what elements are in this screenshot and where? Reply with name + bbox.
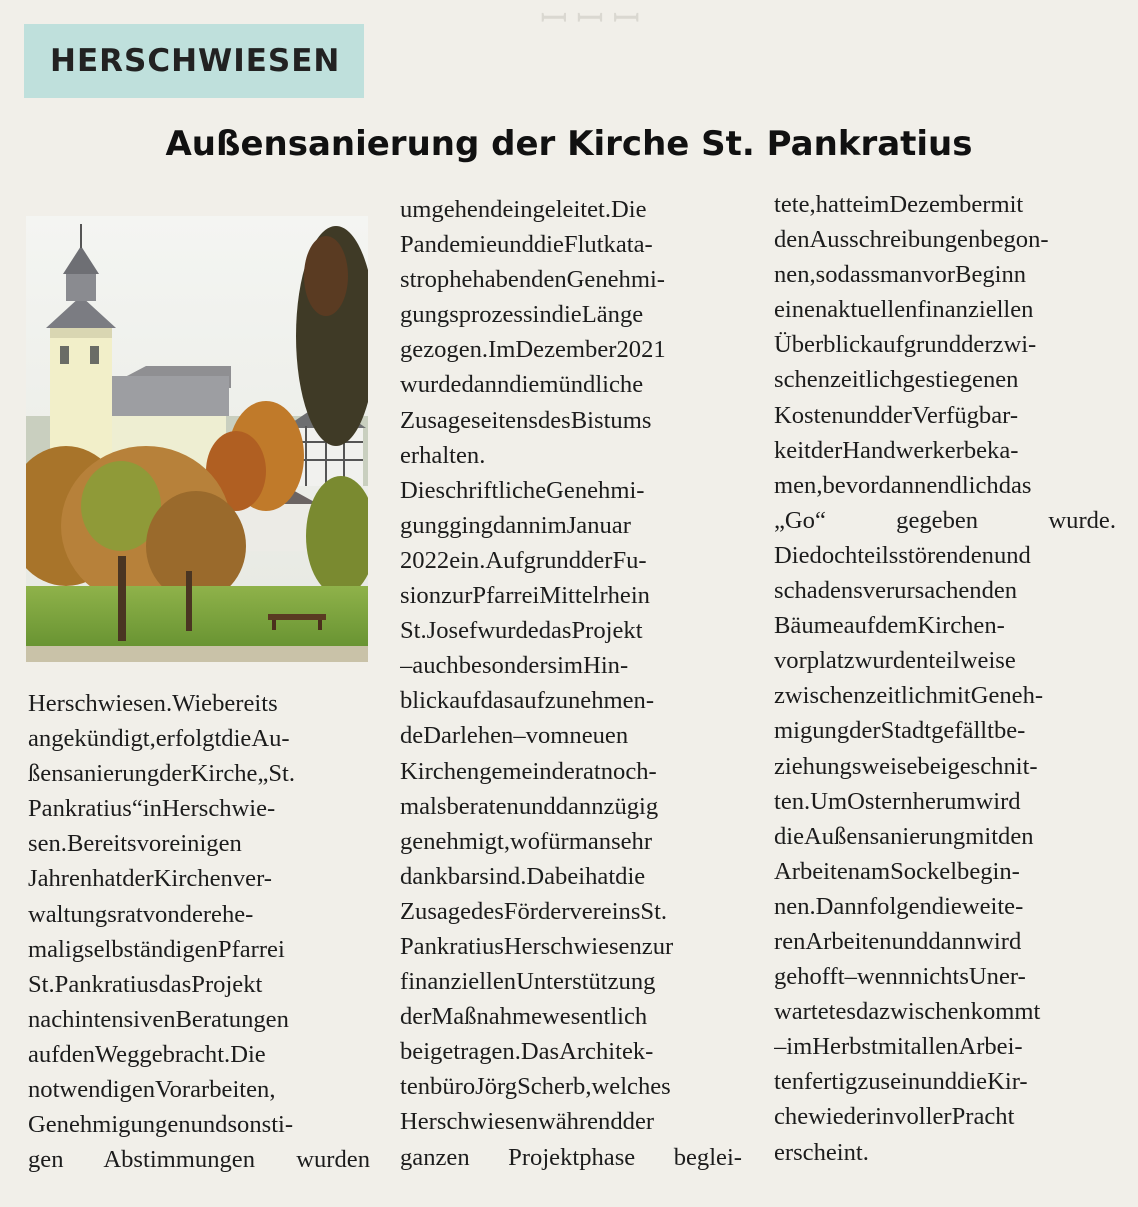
text-line: malsberatenunddannzügig [400, 792, 659, 820]
text-line: gehofft–wennnichtsUner- [774, 963, 1026, 991]
text-line: beigetragen.DasArchitek- [400, 1038, 654, 1066]
text-line: sen.Bereitsvoreinigen [28, 830, 242, 858]
text-line: erscheint. [774, 1138, 869, 1166]
text-line: wartetesdazwischenkommt [774, 998, 1041, 1026]
text-line: derMaßnahmewesentlich [400, 1003, 648, 1031]
text-line: Überblickaufgrundderzwi- [774, 331, 1037, 359]
text-line: maligselbständigenPfarrei [28, 935, 285, 963]
text-line: notwendigenVorarbeiten, [28, 1076, 276, 1104]
text-line: blickaufdasaufzunehmen- [400, 687, 655, 715]
text-line: KostenundderVerfügbar- [774, 401, 1019, 429]
text-line: aufdenWeggebracht.Die [28, 1040, 266, 1068]
text-line: PandemieunddieFlutkata- [400, 231, 653, 259]
text-line: nen.Dannfolgendieweite- [774, 892, 1024, 920]
text-line: vorplatzwurdenteilweise [774, 647, 1016, 675]
text-line: strophehabendenGenehmi- [400, 266, 665, 294]
text-line: PankratiusHerschwiesenzur [400, 932, 674, 960]
text-line: dankbarsind.Dabeihatdie [400, 862, 646, 890]
text-line: ganzen Projektphase beglei- [400, 1143, 742, 1171]
text-line: zwischenzeitlichmitGeneh- [774, 682, 1044, 710]
text-line: nachintensivenBeratungen [28, 1005, 289, 1033]
text-line: gezogen.ImDezember2021 [400, 336, 666, 364]
text-line: schadensverursachenden [774, 577, 1018, 605]
text-line: chewiederinvollerPracht [774, 1103, 1015, 1131]
text-line: genehmigt,wofürmansehr [400, 827, 653, 855]
text-line: angekündigt,erfolgtdieAu- [28, 725, 290, 753]
text-line: deDarlehen–vomneuen [400, 722, 629, 750]
text-line: tenfertigzuseinunddieKir- [774, 1068, 1028, 1096]
section-tag-label: HERSCHWIESEN [50, 43, 341, 79]
text-line: „Go“ gegeben wurde. [774, 506, 1116, 534]
article-column-3 [774, 187, 1116, 1170]
text-line: ZusageseitensdesBistums [400, 406, 652, 434]
text-line: einenaktuellenfinanziellen [774, 296, 1034, 324]
text-line: keitderHandwerkerbeka- [774, 436, 1019, 464]
text-line: Kirchengemeinderatnoch- [400, 757, 657, 785]
text-line: tenbüroJörgScherb,welches [400, 1073, 671, 1101]
text-line: waltungsratvonderehe- [28, 900, 254, 928]
text-line: 2022ein.AufgrundderFu- [400, 546, 647, 574]
text-line: gungsprozessindieLänge [400, 301, 644, 329]
text-line: Diedochteilsstörendenund [774, 541, 1031, 569]
text-line: Genehmigungenundsonsti- [28, 1111, 294, 1139]
text-line: –auchbesondersimHin- [400, 652, 629, 680]
headline: Außensanierung der Kirche St. Pankratius [165, 124, 973, 164]
text-line: BäumeaufdemKirchen- [774, 612, 1005, 640]
text-line: finanziellenUnterstützung [400, 968, 656, 996]
text-line: ten.UmOsternherumwird [774, 787, 1021, 815]
article-column-1 [28, 686, 370, 1177]
text-line: wurdedanndiemündliche [400, 371, 644, 399]
text-line: DieschriftlicheGenehmi- [400, 476, 645, 504]
section-tag [24, 24, 364, 98]
text-line: ZusagedesFördervereinsSt. [400, 897, 668, 925]
text-line: erhalten. [400, 441, 486, 469]
text-line: St.JosefwurdedasProjekt [400, 617, 643, 645]
text-line: Herschwiesen.Wiebereits [28, 690, 278, 717]
text-line: dieAußensanierungmitden [774, 822, 1034, 850]
text-line: gunggingdannimJanuar [400, 511, 631, 539]
text-line: ArbeitenamSockelbegin- [774, 857, 1020, 885]
text-line: sionzurPfarreiMittelrhein [400, 582, 650, 610]
church-illustration [26, 216, 368, 662]
text-line: men,bevordannendlichdas [774, 471, 1032, 499]
text-line: tete,hatteimDezembermit [774, 191, 1024, 218]
text-line: denAusschreibungenbegon- [774, 226, 1049, 254]
text-line: renArbeitenunddannwird [774, 927, 1022, 955]
text-line: Pankratius“inHerschwie- [28, 795, 276, 823]
text-line: JahrenhatderKirchenver- [28, 865, 272, 893]
text-line: umgehendeingeleitet.Die [400, 196, 647, 223]
church-photo [26, 216, 368, 662]
text-line: gen Abstimmungen wurden [28, 1146, 370, 1174]
text-line: nen,sodassmanvorBeginn [774, 261, 1027, 289]
text-line: St.PankratiusdasProjekt [28, 970, 263, 998]
text-line: ziehungsweisebeigeschnit- [774, 752, 1038, 780]
text-line: –imHerbstmitallenArbei- [774, 1033, 1023, 1061]
text-line: ßensanierungderKirche„St. [28, 760, 296, 788]
text-line: schenzeitlichgestiegenen [774, 366, 1019, 394]
text-line: migungderStadtgefälltbe- [774, 717, 1026, 745]
bleed-through-text: ꟷ ꟷ ꟷ [540, 1, 641, 38]
text-line: Herschwiesenwährendder [400, 1108, 655, 1136]
article-column-2 [400, 192, 742, 1175]
